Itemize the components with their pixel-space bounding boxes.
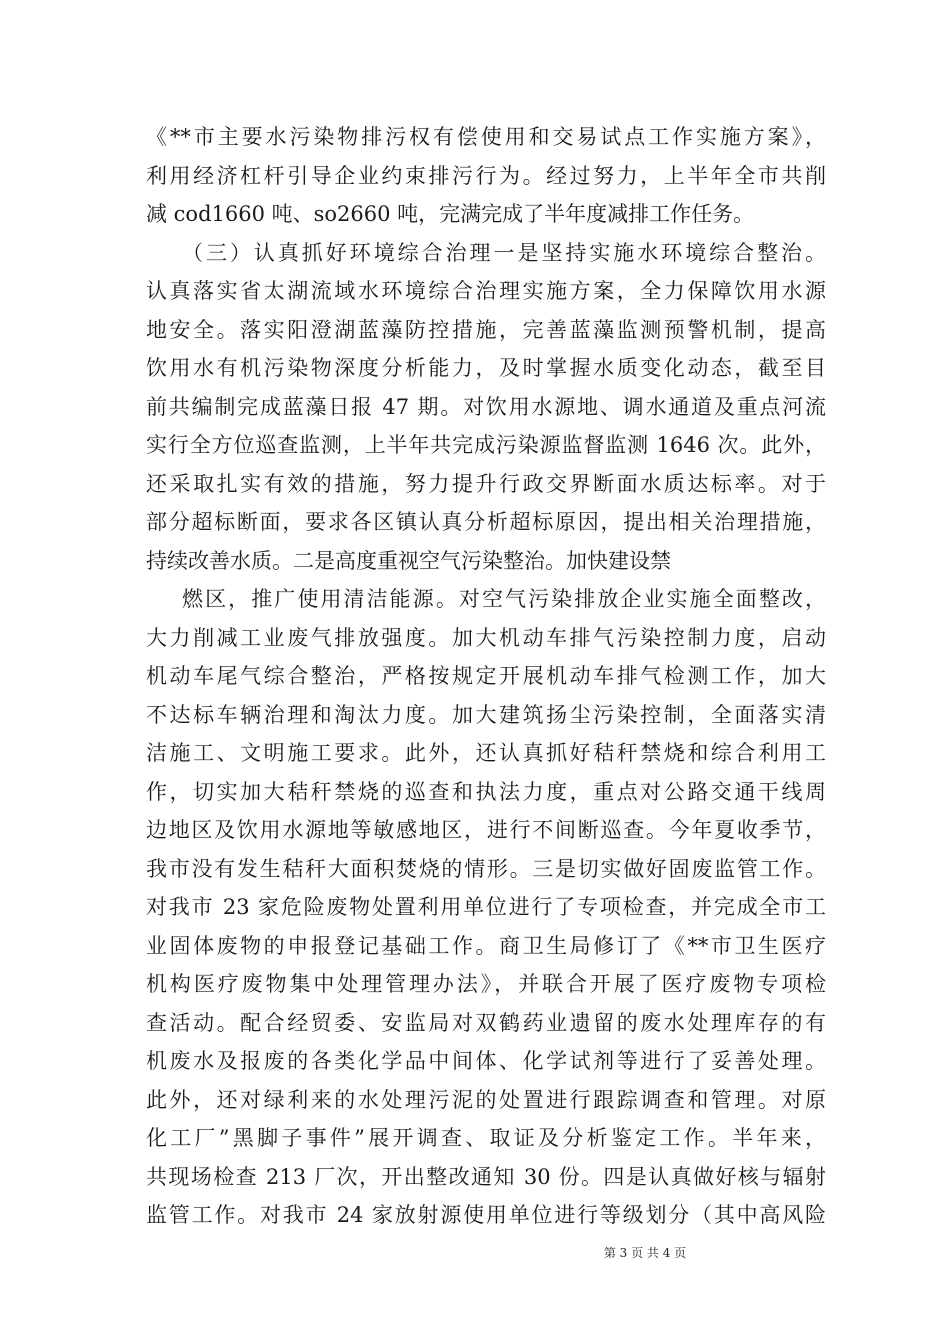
text-line: 减 cod1660 吨、so2660 吨，完满完成了半年度减排工作任务。	[146, 202, 755, 226]
text-line: 持续改善水质。二是高度重视空气污染整治。加快建设禁	[146, 548, 671, 573]
text-line: 饮用水有机污染物深度分析能力，及时掌握水质变化动态，截至目	[146, 356, 826, 380]
text-line: 大力削减工业废气排放强度。加大机动车排气污染控制力度，启动	[146, 625, 826, 650]
text-line: 化工厂”黑脚子事件”展开调查、取证及分析鉴定工作。半年来，	[146, 1126, 826, 1150]
text-line: 业固体废物的申报登记基础工作。商卫生局修订了《**市卫生医疗	[146, 933, 826, 958]
text-line: 《**市主要水污染物排污权有偿使用和交易试点工作实施方案》，	[146, 125, 826, 149]
text-line: 洁施工、文明施工要求。此外，还认真抓好秸秆禁烧和综合利用工	[146, 741, 826, 765]
page-number-footer: 第 3 页 共 4 页	[603, 1246, 687, 1260]
text-line: 不达标车辆治理和淘汰力度。加大建筑扬尘污染控制，全面落实清	[146, 702, 826, 727]
text-line: 认真落实省太湖流域水环境综合治理实施方案，全力保障饮用水源	[146, 279, 826, 303]
text-line: 作，切实加大秸秆禁烧的巡查和执法力度，重点对公路交通干线周	[146, 779, 826, 804]
text-line: 此外，还对绿利来的水处理污泥的处置进行跟踪调查和管理。对原	[146, 1087, 826, 1112]
text-line: 机构医疗废物集中处理管理办法》，并联合开展了医疗废物专项检	[146, 972, 826, 996]
text-line: 机动车尾气综合整治，严格按规定开展机动车排气检测工作，加大	[146, 664, 826, 688]
text-line: 地安全。落实阳澄湖蓝藻防控措施，完善蓝藻监测预警机制，提高	[146, 317, 826, 342]
text-line: 我市没有发生秸秆大面积焚烧的情形。三是切实做好固废监管工作。	[146, 856, 826, 881]
text-line: 机废水及报废的各类化学品中间体、化学试剂等进行了妥善处理。	[146, 1049, 826, 1073]
text-line: 实行全方位巡查监测，上半年共完成污染源监督监测 1646 次。此外，	[146, 433, 826, 457]
text-line: 监管工作。对我市 24 家放射源使用单位进行等级划分（其中高风险	[146, 1203, 826, 1227]
text-line: （三）认真抓好环境综合治理一是坚持实施水环境综合整治。	[182, 240, 826, 265]
body-text	[146, 118, 826, 1235]
text-line: 边地区及饮用水源地等敏感地区，进行不间断巡查。今年夏收季节，	[146, 818, 826, 842]
text-line: 还采取扎实有效的措施，努力提升行政交界断面水质达标率。对于	[146, 471, 826, 496]
text-line: 燃区，推广使用清洁能源。对空气污染排放企业实施全面整改，	[182, 587, 826, 611]
text-line: 共现场检查 213 厂次，开出整改通知 30 份。四是认真做好核与辐射	[146, 1164, 826, 1189]
text-line: 前共编制完成蓝藻日报 47 期。对饮用水源地、调水通道及重点河流	[146, 394, 826, 419]
text-line: 利用经济杠杆引导企业约束排污行为。经过努力，上半年全市共削	[146, 163, 826, 188]
text-line: 查活动。配合经贸委、安监局对双鹤药业遗留的废水处理库存的有	[146, 1010, 826, 1035]
text-line: 部分超标断面，要求各区镇认真分析超标原因，提出相关治理措施，	[146, 510, 826, 534]
text-line: 对我市 23 家危险废物处置利用单位进行了专项检查，并完成全市工	[146, 895, 826, 919]
